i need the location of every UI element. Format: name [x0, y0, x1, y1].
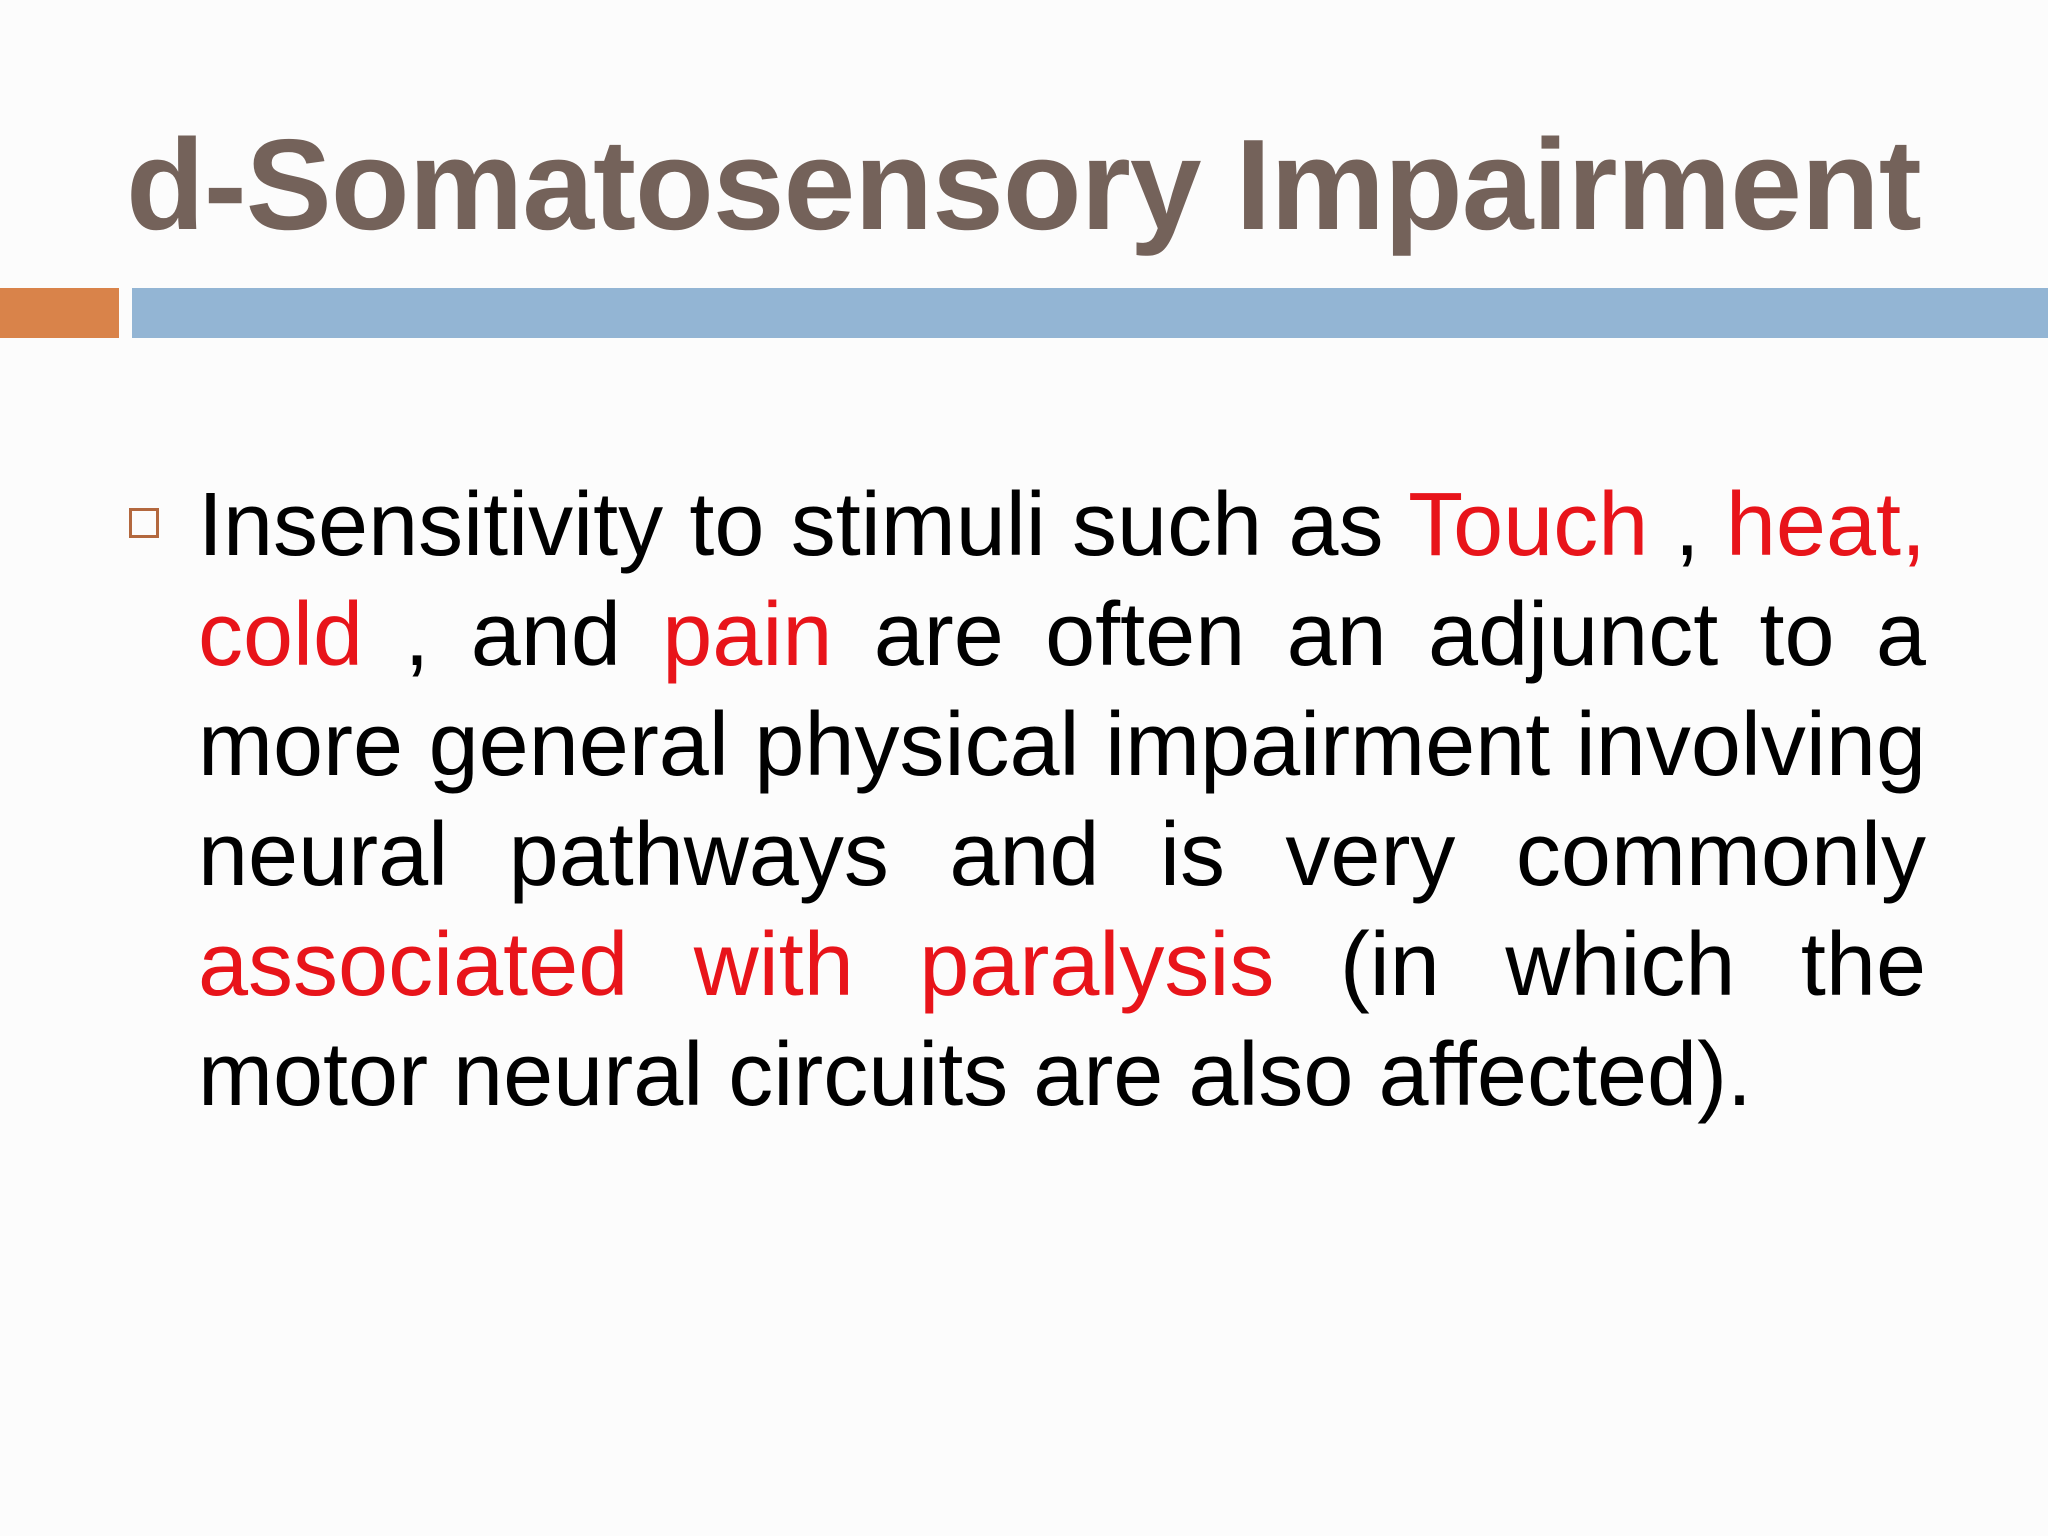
text-segment: Insensitivity to stimuli such as: [198, 475, 1409, 575]
highlight-associated-with-paralysis: associated with paralysis: [198, 915, 1275, 1015]
highlight-heat-cold: heat, cold: [198, 475, 1927, 685]
accent-bar-blue: [132, 288, 2048, 338]
accent-bar-orange: [0, 288, 119, 338]
text-segment: , and: [363, 585, 663, 685]
slide-title: d-Somatosensory Impairment: [126, 113, 1921, 257]
hollow-square-bullet-icon: [129, 508, 159, 538]
text-segment: ,: [1648, 475, 1726, 575]
text-segment: (in which the motor neural circuits are also affected).: [198, 915, 1926, 1125]
highlight-pain: pain: [662, 585, 833, 685]
highlight-touch: Touch: [1408, 475, 1649, 575]
bullet-text: [198, 470, 1926, 1130]
text-segment: are often an adjunct to a more general physical impairment involving neural pathways and is very commonly: [198, 585, 1926, 905]
